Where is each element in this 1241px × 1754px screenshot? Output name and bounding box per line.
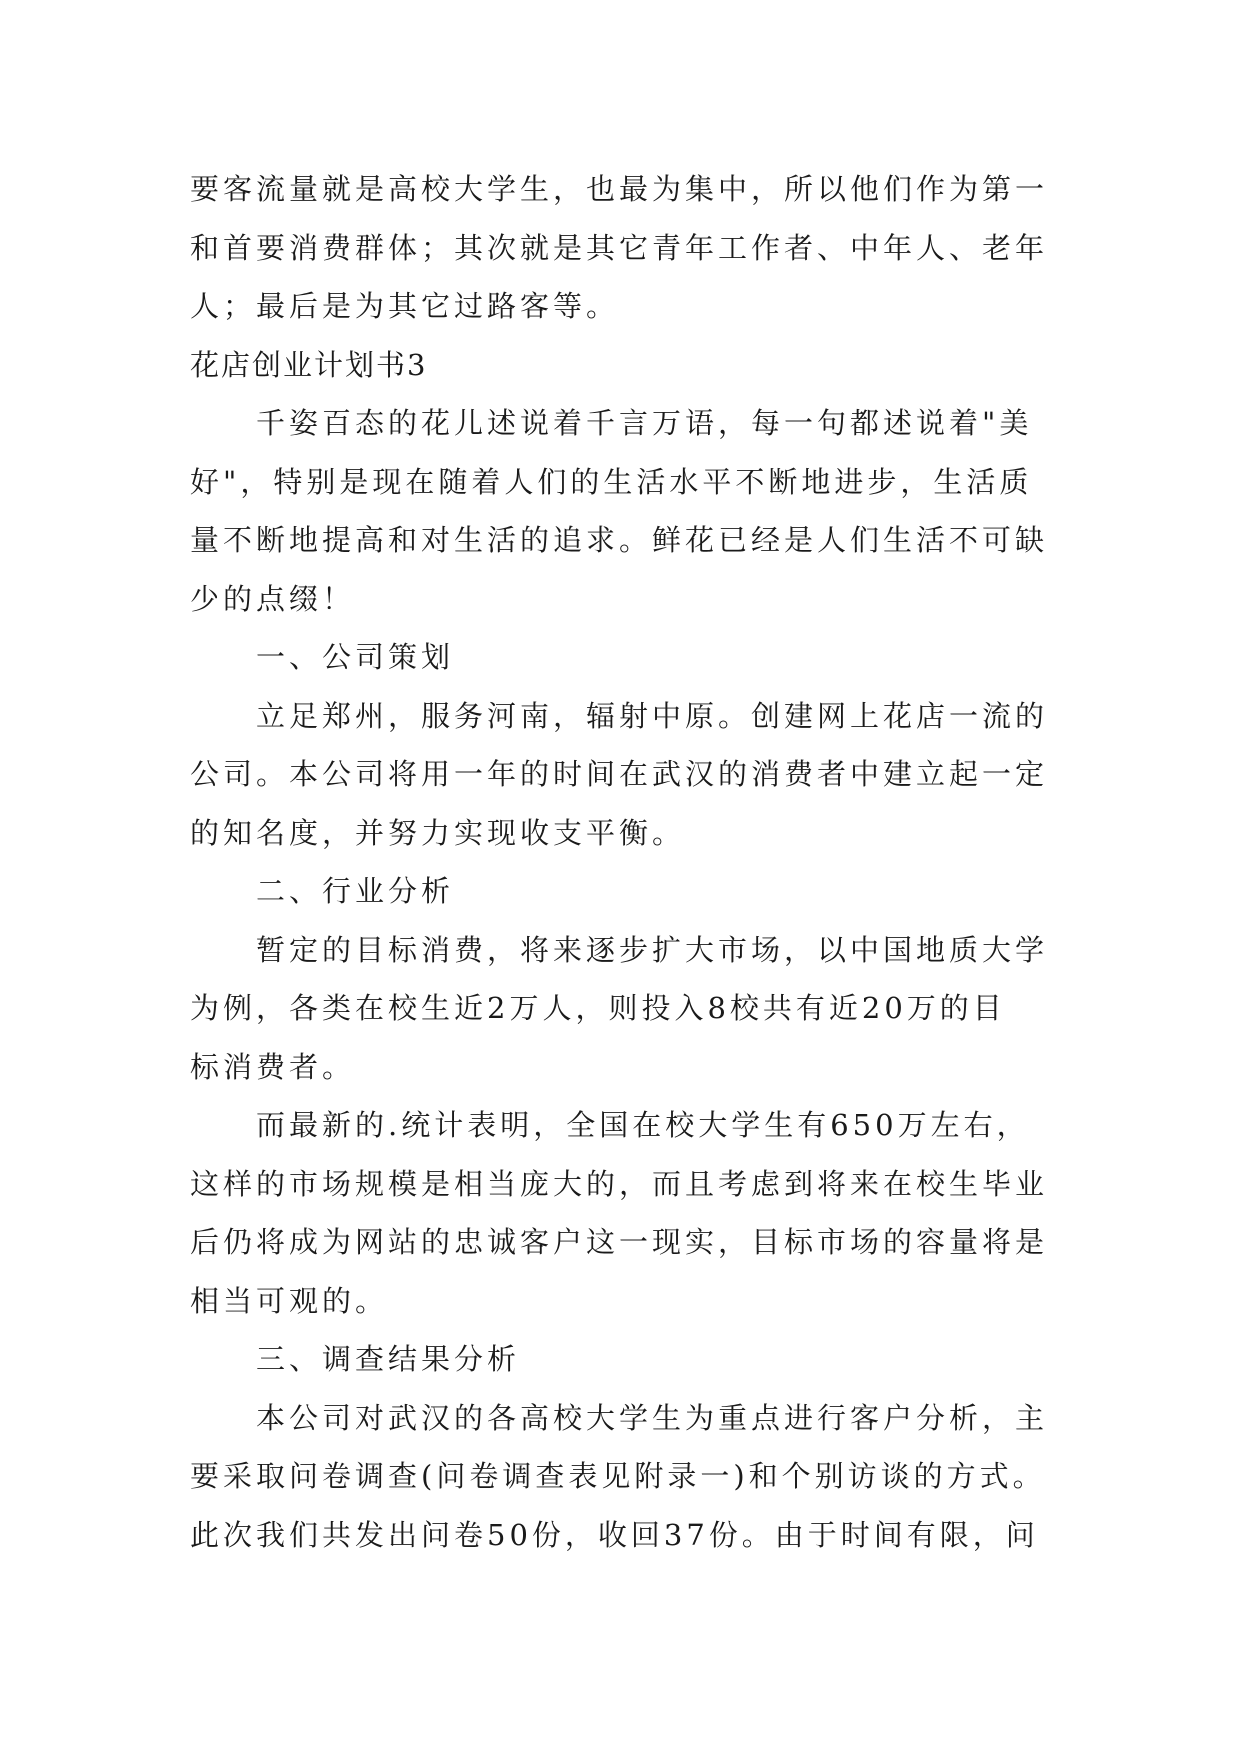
paragraph-line: 此次我们共发出问卷50份，收回37份。由于时间有限，问: [190, 1517, 1039, 1552]
paragraph-line: 千姿百态的花儿述说着千言万语，每一句都述说着"美: [256, 406, 1033, 440]
paragraph-line: 公司。本公司将用一年的时间在武汉的消费者中建立起一定: [190, 757, 1049, 791]
paragraph-line: 标消费者。: [190, 1049, 356, 1084]
paragraph-line: 和首要消费群体；其次就是其它青年工作者、中年人、老年: [190, 230, 1049, 265]
document-body: [190, 160, 1070, 1564]
section-title: 花店创业计划书3: [190, 347, 428, 382]
paragraph-line: 后仍将成为网站的忠诚客户这一现实，目标市场的容量将是: [190, 1225, 1049, 1259]
paragraph-line: 的知名度，并努力实现收支平衡。: [190, 815, 686, 850]
paragraph-line: 而最新的.统计表明，全国在校大学生有650万左右，: [256, 1108, 1030, 1142]
section-heading: 二、行业分析: [256, 874, 455, 908]
paragraph-line: 少的点缀！: [190, 581, 356, 616]
section-heading: 三、调查结果分析: [256, 1342, 521, 1376]
paragraph-line: 人；最后是为其它过路客等。: [190, 289, 620, 323]
paragraph-line: 要采取问卷调查(问卷调查表见附录一)和个别访谈的方式。: [190, 1459, 1046, 1493]
paragraph-line: 本公司对武汉的各高校大学生为重点进行客户分析，主: [256, 1400, 1049, 1435]
paragraph-line: 立足郑州，服务河南，辐射中原。创建网上花店一流的: [256, 698, 1049, 733]
paragraph-line: 量不断地提高和对生活的追求。鲜花已经是人们生活不可缺: [190, 523, 1049, 557]
paragraph-line: 暂定的目标消费，将来逐步扩大市场，以中国地质大学: [256, 932, 1049, 967]
paragraph-line: 相当可观的。: [190, 1283, 389, 1318]
section-heading: 一、公司策划: [256, 640, 455, 674]
paragraph-line: 好"，特别是现在随着人们的生活水平不断地进步，生活质: [190, 464, 1033, 499]
paragraph-line: 这样的市场规模是相当庞大的，而且考虑到将来在校生毕业: [190, 1166, 1049, 1201]
paragraph-line: 为例，各类在校生近2万人，则投入8校共有近20万的目: [190, 991, 1006, 1025]
paragraph-line: 要客流量就是高校大学生，也最为集中，所以他们作为第一: [190, 172, 1049, 206]
